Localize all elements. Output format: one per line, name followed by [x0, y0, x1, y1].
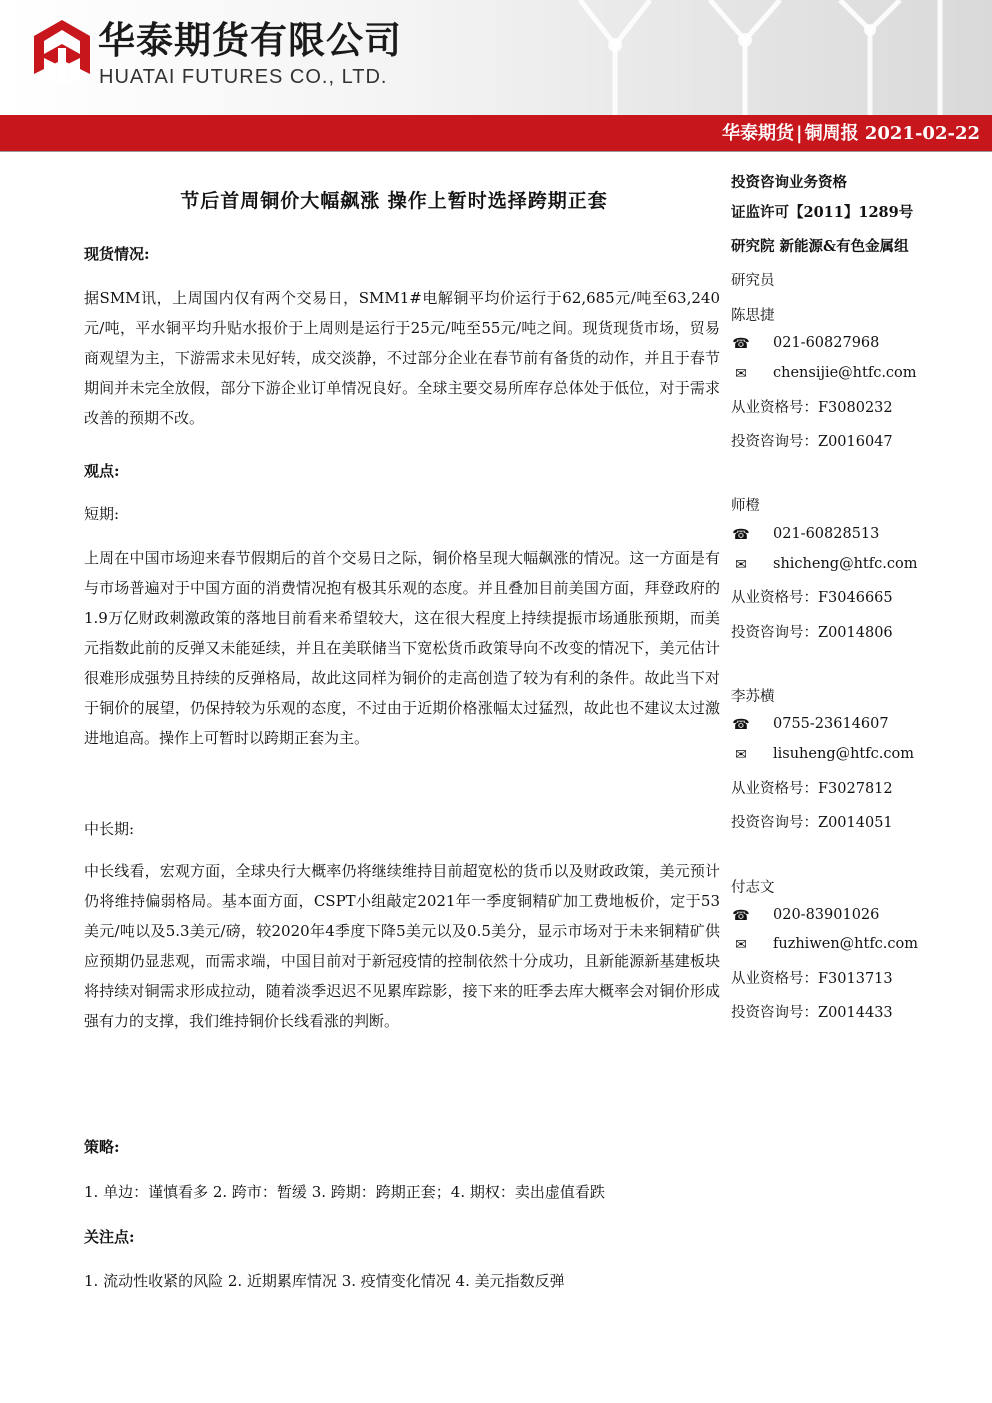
banner-report-type: 铜周报: [804, 123, 859, 144]
phone-icon: ☎: [732, 717, 750, 733]
short-term-label: 短期:: [84, 505, 120, 523]
phone-icon: ☎: [732, 908, 750, 924]
spot-paragraph: 据SMM讯，上周国内仅有两个交易日，SMM1#电解铜平均价运行于62,685元/吨至63,240元/吨，平水铜平均升贴水报价于上周则是运行于25元/吨至55元/吨之间。现货现货市场，贸易商观望为主，下游需求未见好转，成交淡静，不过部分企业在春节前有备货的动作，并且于春节期间并未完全放假，部分下游企业订单情况良好。全球主要交易所库存总体处于低位，对于需求改善的预期不改。: [84, 289, 720, 427]
analyst-advisory-id: 投资咨询号：Z0014806: [731, 625, 893, 641]
mail-icon: ✉: [735, 557, 747, 573]
mid-term-label: 中长期:: [84, 820, 135, 838]
analyst-email[interactable]: fuzhiwen@htfc.com: [773, 936, 919, 952]
focus-text: 1. 流动性收紧的风险 2. 近期累库情况 3. 疫情变化情况 4. 美元指数反弹: [84, 1272, 565, 1290]
focus-heading: 关注点:: [84, 1228, 135, 1246]
banner-separator: |: [796, 123, 803, 144]
phone-icon: ☎: [732, 336, 750, 352]
analyst-name: 付志文: [731, 880, 775, 896]
analyst-license: 从业资格号：F3046665: [731, 590, 893, 606]
analyst-email[interactable]: chensijie@htfc.com: [773, 365, 917, 381]
company-logo: [34, 20, 90, 86]
analyst-phone: 021-60828513: [773, 526, 880, 542]
analyst-license: 从业资格号：F3027812: [731, 781, 893, 797]
short-term-paragraph: 上周在中国市场迎来春节假期后的首个交易日之际，铜价格呈现大幅飙涨的情况。这一方面是有与市场普遍对于中国方面的消费情况抱有极其乐观的态度。并且叠加目前美国方面，拜登政府的1.9万亿财政刺激政策的落地目前看来希望较大，这在很大程度上持续提振市场通胀预期，而美元指数此前的反弹又未能延续，并且在美联储当下宽松货币政策导向不改变的情况下，美元估计很难形成强势且持续的反弹格局，故此这同样为铜价的走高创造了较为有利的条件。故此当下对于铜价的展望，仍保持较为乐观的态度，不过由于近期价格涨幅太过猛烈，故此也不建议太过激进地追高。操作上可暂时以跨期正套为主。: [84, 549, 720, 747]
report-title: 节后首周铜价大幅飙涨 操作上暂时选择跨期正套: [180, 190, 608, 212]
spot-heading: 现货情况:: [84, 245, 150, 263]
department: 研究院 新能源&有色金属组: [731, 238, 909, 255]
banner-brand: 华泰期货: [722, 123, 795, 144]
strategy-text: 1. 单边：谨慎看多 2. 跨市：暂缓 3. 跨期：跨期正套；4. 期权：卖出虚值看跌: [84, 1183, 605, 1201]
mail-icon: ✉: [735, 366, 747, 382]
page-header: [0, 0, 992, 115]
header-decoration: [560, 0, 992, 115]
analyst-name: 李苏横: [731, 689, 775, 705]
analyst-email[interactable]: lisuheng@htfc.com: [773, 746, 914, 762]
strategy-heading: 策略:: [84, 1138, 120, 1156]
mail-icon: ✉: [735, 937, 747, 953]
view-heading: 观点:: [84, 462, 120, 480]
banner-divider: [0, 151, 992, 152]
company-name-cn: 华泰期货有限公司: [98, 19, 402, 62]
analyst-license: 从业资格号：F3013713: [731, 971, 893, 987]
analyst-phone: 020-83901026: [773, 907, 880, 923]
analyst-phone: 0755-23614607: [773, 716, 889, 732]
analyst-advisory-id: 投资咨询号：Z0014051: [731, 815, 893, 831]
analyst-advisory-id: 投资咨询号：Z0014433: [731, 1005, 893, 1021]
analyst-advisory-id: 投资咨询号：Z0016047: [731, 434, 893, 450]
qualification-line-1: 投资咨询业务资格: [731, 174, 847, 191]
qualification-line-2: 证监许可【2011】1289号: [731, 204, 914, 221]
mid-term-paragraph: 中长线看，宏观方面，全球央行大概率仍将继续维持目前超宽松的货币以及财政政策，美元预计仍将维持偏弱格局。基本面方面，CSPT小组敲定2021年一季度铜精矿加工费地板价，定于53美元/吨以及5.3美元/磅，较2020年4季度下降5美元以及0.5美分，显示市场对于未来铜精矿供应预期仍显悲观，而需求端，中国目前对于新冠疫情的控制依然十分成功，且新能源新基建板块将持续对铜需求形成拉动，随着淡季迟迟不见累库踪影，接下来的旺季去库大概率会对铜价形成强有力的支撑，我们维持铜价长线看涨的判断。: [84, 862, 720, 1030]
researcher-label: 研究员: [731, 273, 775, 289]
analyst-name: 师橙: [731, 498, 760, 514]
banner-date: 2021-02-22: [864, 123, 980, 144]
analyst-phone: 021-60827968: [773, 335, 880, 351]
analyst-name: 陈思捷: [731, 308, 775, 324]
report-banner-text: [722, 120, 980, 148]
analyst-email[interactable]: shicheng@htfc.com: [773, 556, 918, 572]
phone-icon: ☎: [732, 527, 750, 543]
analyst-license: 从业资格号：F3080232: [731, 400, 893, 416]
company-name-en: HUATAI FUTURES CO., LTD.: [99, 66, 388, 88]
mail-icon: ✉: [735, 747, 747, 763]
